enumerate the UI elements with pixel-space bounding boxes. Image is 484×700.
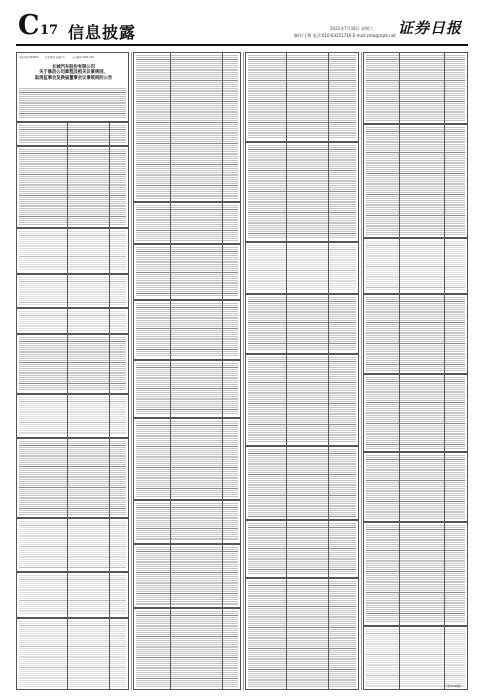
announcement-company: 长城汽车股份有限公司: [52, 65, 95, 70]
table-block: [245, 294, 359, 354]
table-block: [363, 238, 468, 294]
table-block: [133, 608, 241, 690]
column-4: [363, 52, 468, 690]
announcement-heading-block: [16, 52, 129, 122]
table-block: [245, 520, 359, 578]
table-block: [245, 242, 359, 294]
table-block: [363, 626, 468, 690]
column-rule: [243, 52, 244, 690]
table-block: [133, 360, 241, 418]
table-block: [133, 202, 241, 244]
table-block: [245, 52, 359, 142]
announcement-intro-text: [19, 88, 126, 118]
section-letter: C: [18, 10, 40, 41]
table-block: [16, 438, 129, 518]
table-block: [245, 578, 359, 690]
table-block: [16, 228, 129, 274]
announcement-title-line: 关于修改公司章程及相关议事规则、: [39, 70, 108, 75]
table-block: [133, 544, 241, 608]
table-block: [363, 452, 468, 522]
editor-contact: 制作/王敬 电话:010-83251716 E-mail:zmb@zqrb.net: [294, 33, 396, 38]
announcement-codes: [19, 56, 129, 59]
table-block: [16, 334, 129, 394]
announcement-body: [16, 52, 468, 690]
column-rule: [361, 52, 362, 690]
header-rule: [16, 44, 468, 46]
section-title: 信息披露: [68, 23, 137, 42]
table-block: [16, 122, 129, 146]
table-block: [133, 500, 241, 544]
page-header: [0, 0, 484, 46]
masthead-logo: 证券日报: [398, 19, 463, 37]
table-block: [16, 394, 129, 438]
table-block: [16, 518, 129, 572]
column-1: [16, 52, 129, 690]
table-block: [16, 274, 129, 308]
table-block: [133, 244, 241, 300]
table-block: [363, 374, 468, 452]
table-block: [133, 418, 241, 500]
column-rule: [131, 52, 132, 690]
stock-abbr: 证券简称:长城汽车: [45, 56, 66, 59]
column-2: [133, 52, 241, 690]
announcement-number: 公告编号:2022-101: [71, 56, 94, 59]
table-block: [16, 572, 129, 618]
announcement-title: [17, 70, 129, 81]
table-block: [363, 52, 468, 124]
table-block: [133, 52, 241, 202]
table-block: [363, 124, 468, 238]
column-3: [245, 52, 359, 690]
table-block: [133, 300, 241, 360]
continued-note: (下转C18版): [443, 684, 461, 688]
table-block: [16, 308, 129, 334]
table-block: [245, 446, 359, 520]
table-block: [245, 142, 359, 242]
table-block: [363, 294, 468, 374]
table-block: [363, 522, 468, 626]
stock-code: 证券代码:601633: [19, 56, 39, 59]
table-block: [245, 354, 359, 446]
announcement-title-line: 取消监事会及换届董事会议事规则的公告: [34, 75, 113, 81]
issue-date: 2022年7月16日 星期六: [330, 26, 374, 31]
table-block: [16, 618, 129, 690]
table-block: [16, 146, 129, 228]
section-number: 17: [40, 23, 59, 38]
